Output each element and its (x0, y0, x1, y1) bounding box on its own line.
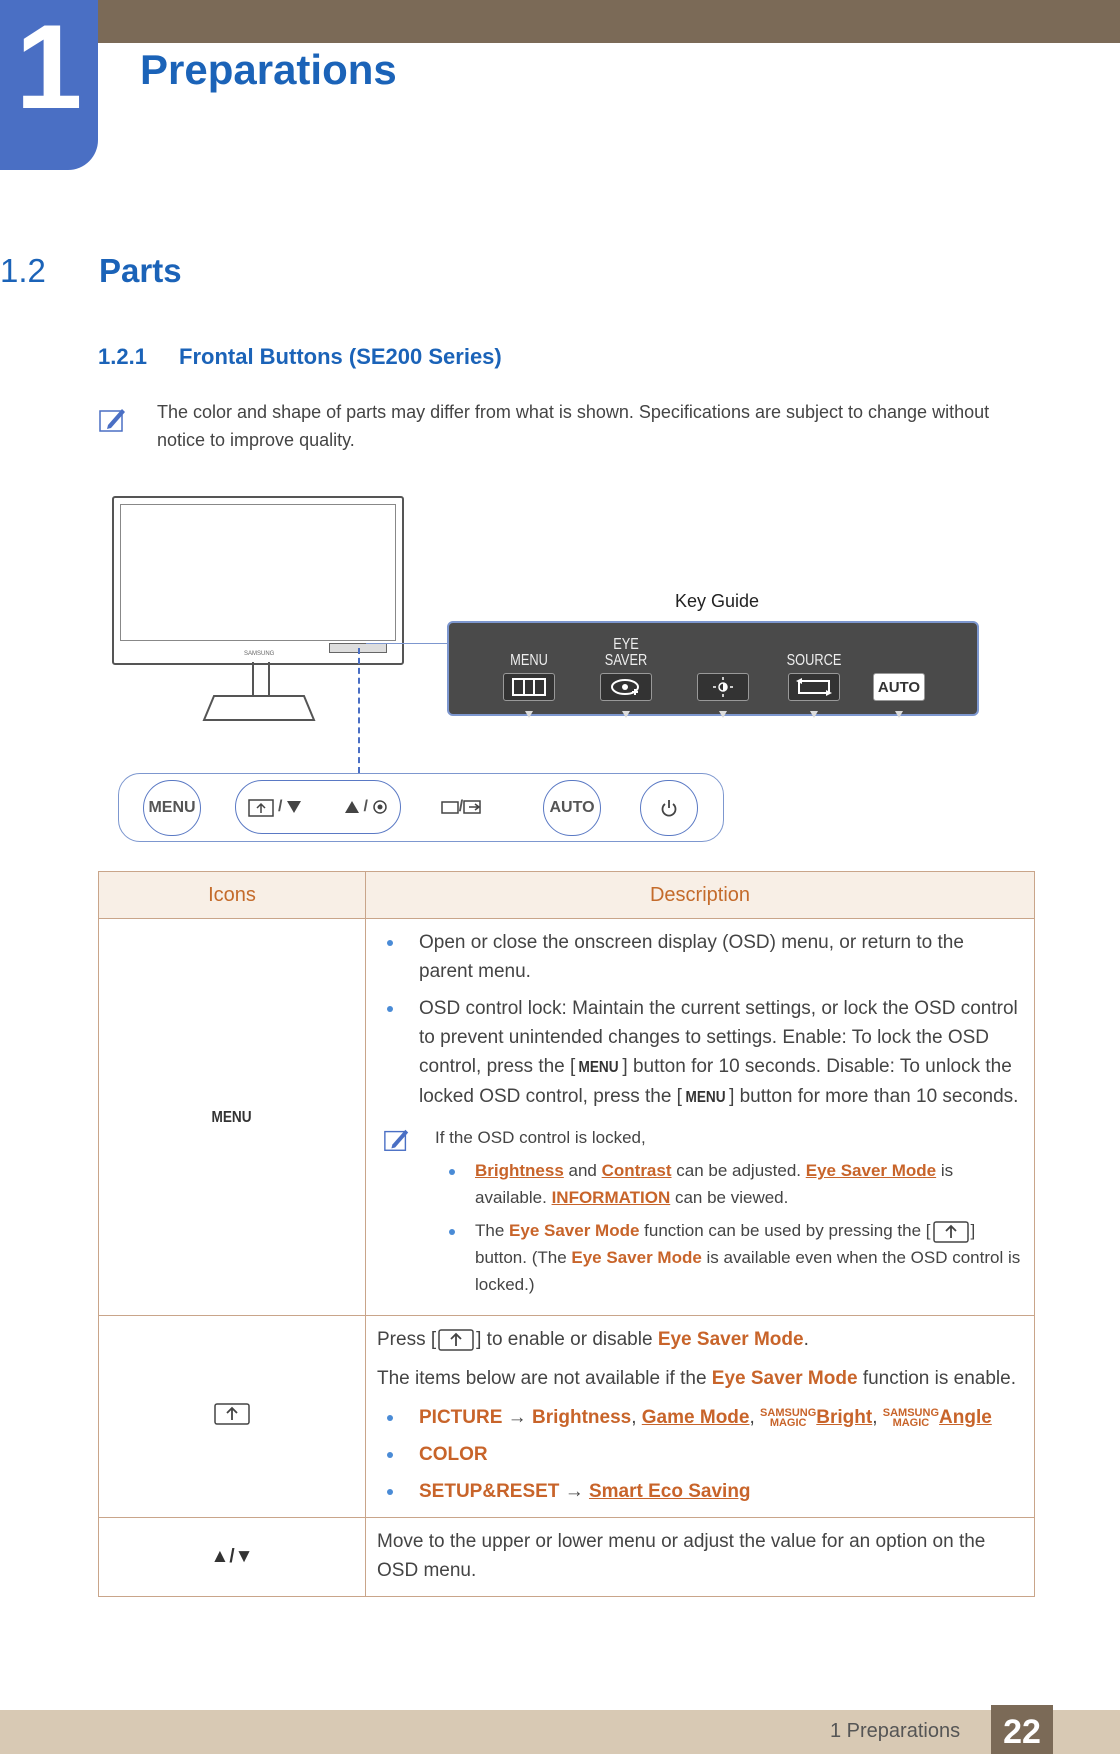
eye-saver-icon (600, 673, 652, 701)
note-icon (98, 405, 128, 435)
table-header-row (99, 872, 1035, 919)
auto-box: AUTO (873, 673, 925, 701)
up-down-description: Move to the upper or lower menu or adjust the value for an option on the OSD menu. (377, 1531, 986, 1581)
down-arrow-icon (622, 711, 630, 718)
down-arrow-icon (719, 711, 727, 718)
list-item: SETUP&RESET → Smart Eco Saving (377, 1477, 1021, 1506)
source-button[interactable] (435, 780, 489, 834)
smart-eco-saving-link[interactable]: Smart Eco Saving (588, 1481, 751, 1502)
page-number: 22 (991, 1705, 1053, 1754)
down-arrow-icon (895, 711, 903, 718)
down-arrow-icon (810, 711, 818, 718)
contrast-link[interactable]: Contrast (601, 1161, 672, 1180)
list-item: Open or close the onscreen display (OSD) menu, or return to the parent menu. (377, 928, 1021, 986)
list-item: OSD control lock: Maintain the current settings, or lock the OSD control to prevent unintended changes to settings. Enable: To lock the OSD control, press the [ MENU ] button for 10 seconds. Disable: To unlock the locked OSD control, press the [ MENU ] button for more than 10 seconds. (377, 994, 1021, 1112)
key-guide-brightness-label (699, 633, 747, 669)
section-title: Parts (99, 252, 182, 289)
top-bar (0, 0, 1120, 43)
description-cell-menu (366, 919, 1035, 1316)
source-key-icon (441, 799, 459, 815)
lock-note-intro: If the OSD control is locked, (435, 1128, 646, 1147)
icons-description-table (98, 871, 1035, 1597)
icon-cell-menu (99, 919, 366, 1316)
key-guide-brightness (693, 633, 753, 718)
table-row-up-down (99, 1518, 1035, 1597)
list-item: Brightness and Contrast can be adjusted. Eye Saver Mode is available. INFORMATION can be viewed. (435, 1157, 1021, 1211)
monitor-screen (120, 504, 396, 641)
frontal-button-panel (118, 773, 724, 842)
brightness-link[interactable]: Brightness (475, 1161, 564, 1180)
eye-saver-key-icon (214, 1402, 250, 1426)
power-button[interactable] (640, 780, 698, 836)
description-cell-eye-saver (366, 1316, 1035, 1518)
up-triangle-icon (344, 800, 360, 814)
monitor-stand-base (202, 694, 316, 722)
samsung-magic-logo: SAMSUNG MAGIC (882, 1406, 940, 1429)
footer-chapter-text: 1 Preparations (830, 1720, 961, 1742)
lock-note (377, 1124, 1021, 1298)
header-description: Description (366, 872, 1035, 919)
icon-cell-eye-saver (99, 1316, 366, 1518)
dashed-connector-line (358, 648, 360, 773)
enter-icon (372, 799, 388, 815)
key-guide-label: Key Guide (675, 591, 760, 611)
monitor-illustration (112, 496, 404, 665)
table-row-eye-saver (99, 1316, 1035, 1518)
section-number: 1.2 (0, 252, 46, 289)
key-guide-auto (869, 633, 929, 718)
menu-icon: MENU (578, 1059, 619, 1076)
icon-cell-up-down (99, 1518, 366, 1597)
eye-saver-up-down-button[interactable] (235, 780, 401, 834)
eye-saver-line1: Press [ ] to enable or disable Eye Saver Mode. (377, 1329, 809, 1350)
header-icons: Icons (99, 872, 366, 919)
menu-button[interactable]: MENU (143, 780, 201, 836)
key-guide-eye-saver-label: EYE SAVER (604, 636, 648, 669)
eye-saver-mode-link[interactable]: Eye Saver Mode (805, 1161, 937, 1180)
description-cell-up-down (366, 1518, 1035, 1597)
key-guide-panel (447, 621, 979, 716)
samsung-magic-logo: SAMSUNG MAGIC (760, 1406, 817, 1429)
slash-separator: / (458, 798, 464, 815)
source-icon (788, 673, 840, 701)
monitor-stand-neck (252, 662, 270, 696)
slash-separator: / (363, 798, 368, 815)
eye-saver-key-icon (438, 1329, 474, 1351)
note-text: The color and shape of parts may differ from what is shown. Specifications are subject to change without notice to improve quality. (157, 402, 990, 450)
up-down-icon: ▲/▼ (210, 1546, 254, 1567)
eye-saver-line2: The items below are not available if the Eye Saver Mode function is enable. (377, 1368, 1016, 1389)
magic-bright-link[interactable]: Bright (816, 1407, 873, 1428)
chapter-title: Preparations (140, 46, 397, 93)
input-icon (463, 799, 483, 815)
down-triangle-icon (286, 800, 302, 814)
brightness-icon (697, 673, 749, 701)
connector-line (366, 643, 448, 644)
key-guide-source (779, 633, 849, 718)
list-item: PICTURE → Brightness, Game Mode, SAMSUNG MAGIC Bright, SAMSUNG MAGIC Angle (377, 1403, 1021, 1432)
key-guide-source-label: SOURCE (786, 652, 842, 669)
chapter-number: 1 (0, 0, 98, 170)
note-icon (383, 1126, 411, 1154)
eye-saver-key-icon (933, 1221, 969, 1243)
table-row-menu (99, 919, 1035, 1316)
key-guide-eye-saver (596, 633, 656, 718)
auto-button[interactable]: AUTO (543, 780, 601, 836)
key-guide-auto-label (875, 633, 923, 669)
power-icon (660, 799, 678, 817)
key-guide-menu-label: MENU (510, 652, 548, 669)
subsection-title: Frontal Buttons (SE200 Series) (179, 344, 502, 369)
key-guide-menu (499, 633, 559, 718)
eye-saver-key-icon (248, 797, 274, 817)
list-item: COLOR (377, 1440, 1021, 1469)
list-item: The Eye Saver Mode function can be used by pressing the [ ] button. (The Eye Saver Mode is available even when the OSD control is locked.) (435, 1217, 1021, 1298)
slash-separator: / (278, 798, 283, 815)
subsection-number: 1.2.1 (98, 344, 147, 369)
down-arrow-icon (525, 711, 533, 718)
information-link[interactable]: INFORMATION (551, 1188, 671, 1207)
magic-angle-link[interactable]: Angle (939, 1407, 992, 1428)
menu-icon: MENU (685, 1089, 726, 1106)
menu-grid-icon (503, 673, 555, 701)
game-mode-link[interactable]: Game Mode (641, 1407, 750, 1428)
menu-icon: MENU (211, 1109, 253, 1126)
monitor-brand: SAMSUNG (244, 651, 275, 657)
